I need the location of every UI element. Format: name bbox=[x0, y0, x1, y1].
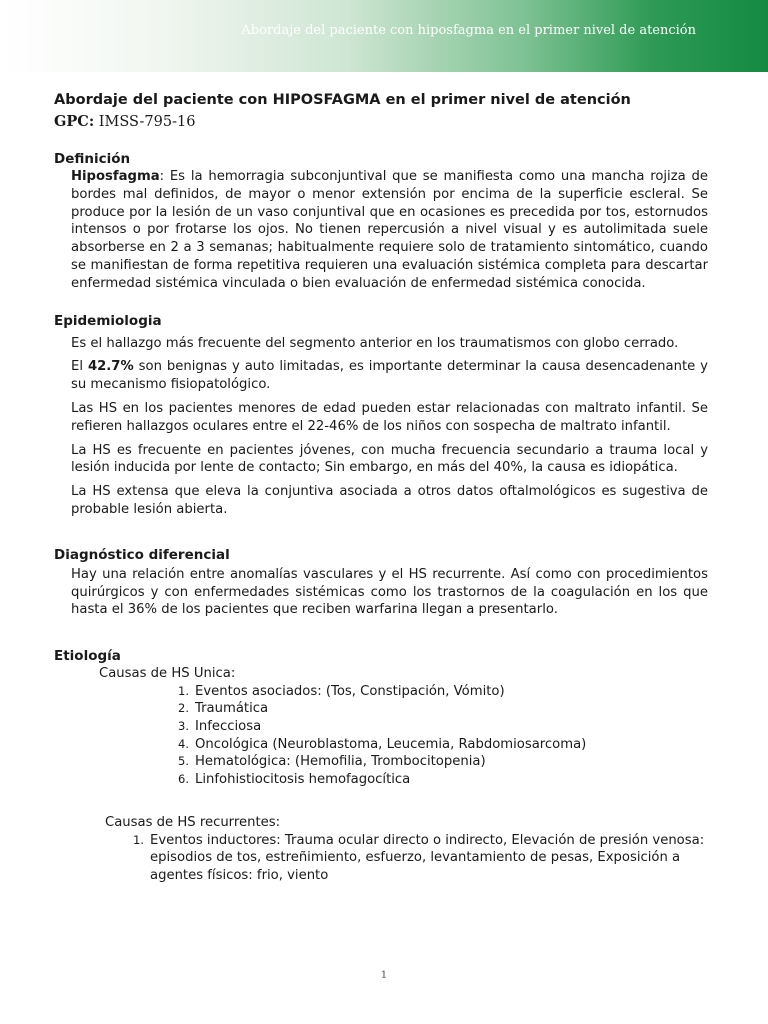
list-item: 2. Traumática bbox=[178, 701, 269, 717]
list-item: 1. Eventos inductores: Trauma ocular directo o indirecto, Elevación de presión venosa: episodios de tos, estreñimiento, esfuerzo, levantamiento de pesas, Exposición a agentes físicos: frio, viento bbox=[133, 832, 705, 884]
definicion-term: Hiposfagma bbox=[71, 169, 160, 184]
etiologia-recurrentes-list bbox=[133, 832, 710, 885]
epidemiologia-paragraph-2 bbox=[71, 358, 708, 394]
list-item: 4. Oncológica (Neuroblastoma, Leucemia, Rabdomiosarcoma) bbox=[178, 736, 587, 752]
gpc-colon: : bbox=[88, 113, 95, 130]
running-title: Abordaje del paciente con hiposfagma en el primer nivel de atención bbox=[241, 23, 696, 38]
header-band bbox=[0, 0, 768, 72]
gpc-line bbox=[54, 112, 708, 132]
diagnostico-paragraph: Hay una relación entre anomalías vasculares y el HS recurrente. Así como con procedimientos quirúrgicos y con enfermedades sistémicas como los trastornos de la coagulación en los que hasta el 36% de los pacientes que reciben warfarina llegan a presentarlo. bbox=[71, 566, 708, 618]
page-number: 1 bbox=[380, 969, 388, 981]
definicion-paragraph bbox=[71, 168, 708, 293]
list-item: 6. Linfohistiocitosis hemofagocítica bbox=[178, 771, 411, 787]
gpc-code: IMSS-795-16 bbox=[98, 114, 196, 130]
list-item: 3. Infecciosa bbox=[178, 718, 262, 734]
etiologia-unica-label: Causas de HS Unica: bbox=[99, 666, 236, 682]
section-heading-diagnostico: Diagnóstico diferencial bbox=[54, 546, 230, 563]
section-heading-definicion: Definición bbox=[54, 151, 131, 167]
epidemiologia-p2-post: son benignas y auto limitadas, es importante determinar la causa desencadenante y su mecanismo fisiopatológico. bbox=[71, 359, 708, 393]
epidemiologia-percentage: 42.7% bbox=[87, 359, 134, 375]
epidemiologia-paragraph-4: La HS es frecuente en pacientes jóvenes, con mucha frecuencia secundario a trauma local y lesión inducida por lente de contacto; Sin embargo, en más del 40%, la causa es idiopática. bbox=[71, 442, 708, 476]
list-item: 1. Eventos asociados: (Tos, Constipación, Vómito) bbox=[178, 683, 505, 699]
document-title: Abordaje del paciente con HIPOSFAGMA en el primer nivel de atención bbox=[54, 92, 631, 108]
gpc-label: GPC bbox=[54, 113, 89, 130]
epidemiologia-paragraph-3: Las HS en los pacientes menores de edad pueden estar relacionadas con maltrato infantil. Se refieren hallazgos oculares entre el 22-46% de los niños con sospecha de maltrato infantil. bbox=[71, 400, 708, 434]
etiologia-recurrentes-label: Causas de HS recurrentes: bbox=[105, 815, 281, 831]
section-heading-etiologia: Etiología bbox=[54, 648, 121, 665]
epidemiologia-paragraph-1: Es el hallazgo más frecuente del segmento anterior en los traumatismos con globo cerrado. bbox=[71, 335, 679, 351]
epidemiologia-paragraph-5: La HS extensa que eleva la conjuntiva asociada a otros datos oftalmológicos es sugestiva de probable lesión abierta. bbox=[71, 484, 708, 517]
list-item: 5. Hematológica: (Hemofilia, Trombocitopenia) bbox=[178, 754, 486, 770]
document-body bbox=[54, 90, 708, 885]
section-heading-epidemiologia: Epidemiologia bbox=[54, 312, 162, 329]
etiologia-unica-list bbox=[178, 683, 708, 789]
definicion-text: : Es la hemorragia subconjuntival que se manifiesta como una mancha rojiza de bordes mal definidos, de mayor o menor extensión por encima de la superficie escleral. Se produce por la lesión de un vaso conjuntival que en ocasiones es precedida por tos, estornudos intensos o por frotarse los ojos. No tienen repercusión a nivel visual y es autolimitada suele absorberse en 2 a 3 semanas; habitualmente requiere solo de tratamiento sintomático, cuando se manifiestan de forma repetitiva requieren una evaluación sistémica completa para descartar enfermedad sistémica vinculada o bien evaluación de enfermedad sistémica conocida. bbox=[71, 169, 708, 291]
epidemiologia-p2-pre: El bbox=[71, 359, 88, 375]
